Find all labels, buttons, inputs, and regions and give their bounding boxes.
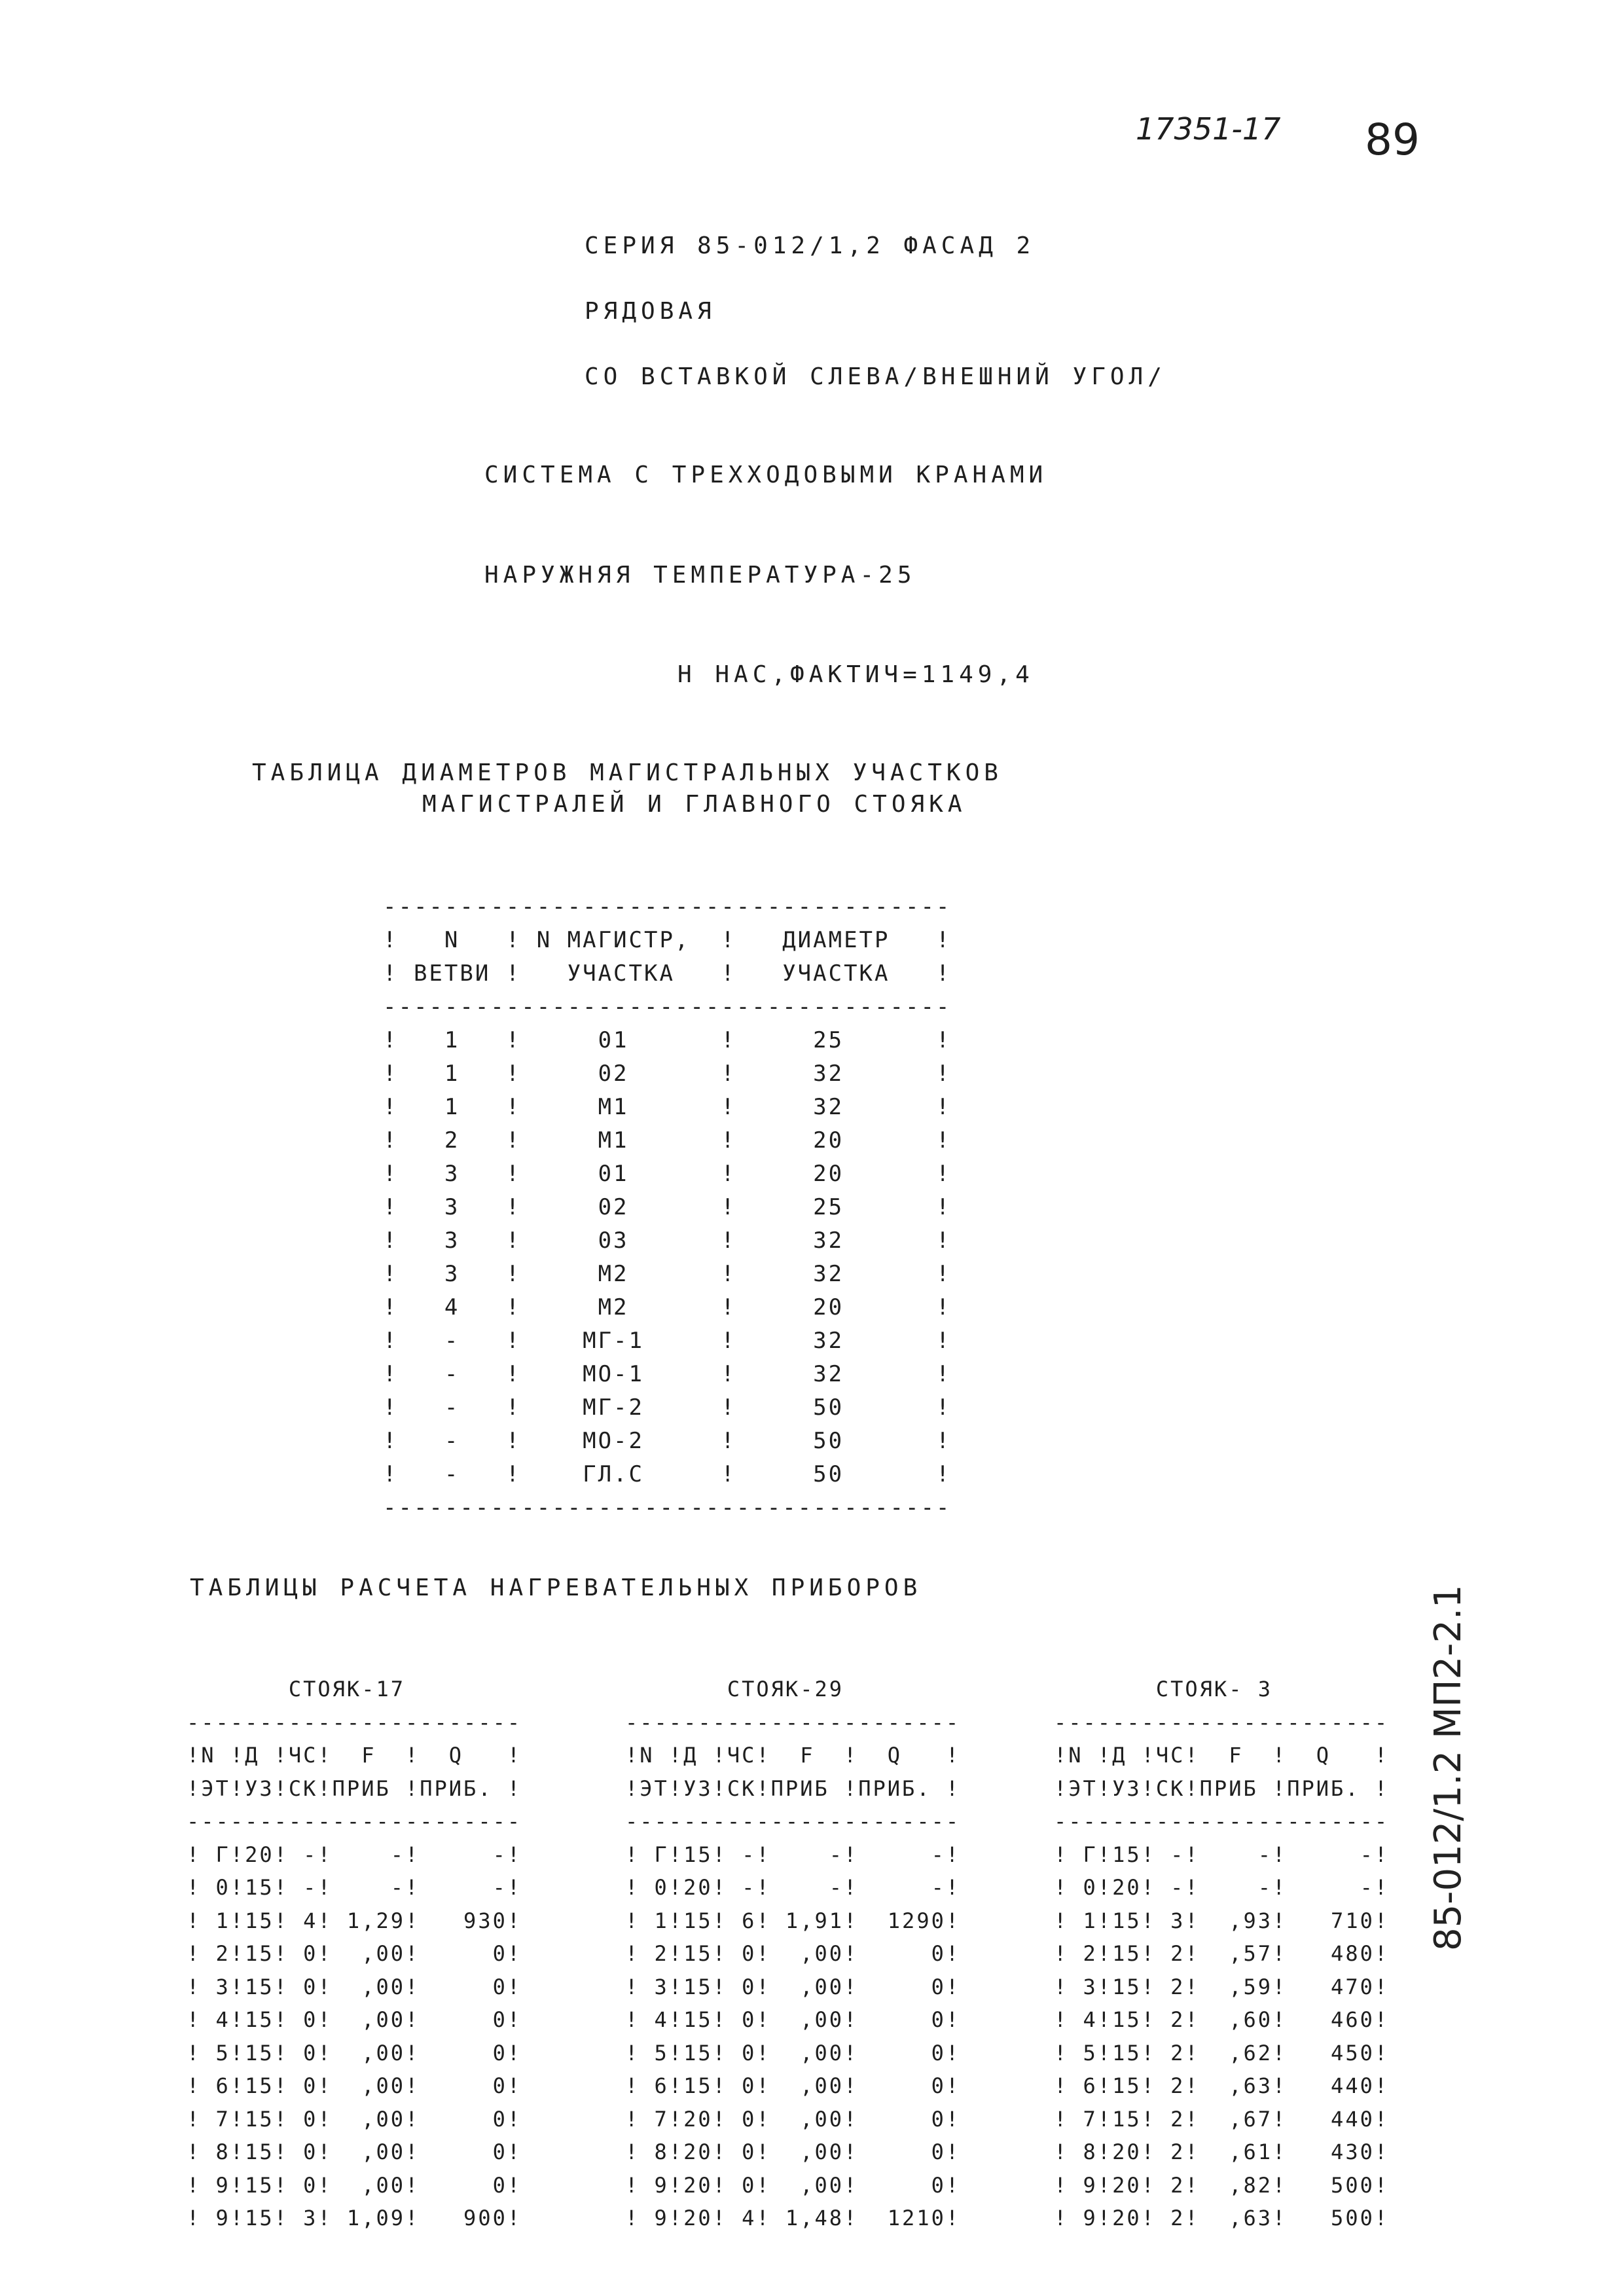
- table-header-row: ! ВЕТВИ ! УЧАСТКА ! УЧАСТКА !: [383, 960, 952, 987]
- table-row: ! 3!15! 0! ,00! 0!: [187, 1974, 522, 1999]
- temperature-line: НАРУЖНЯЯ ТЕМПЕРАТУРА-25: [484, 562, 916, 589]
- table-row: ! 7!20! 0! ,00! 0!: [625, 2106, 961, 2132]
- system-line: СИСТЕМА С ТРЕХХОДОВЫМИ КРАНАМИ: [484, 462, 1048, 488]
- table-row: ! 1!15! 4! 1,29! 930!: [187, 1908, 522, 1933]
- riser-name: СТОЯК-29: [727, 1677, 844, 1701]
- heater-tables-title: ТАБЛИЦЫ РАСЧЕТА НАГРЕВАТЕЛЬНЫХ ПРИБОРОВ: [190, 1574, 922, 1601]
- table-row: ! - ! МО-2 ! 50 !: [383, 1428, 952, 1454]
- table-header-row: !ЭТ!УЗ!СК!ПРИБ !ПРИБ. !: [187, 1775, 522, 1801]
- table-row: ! 5!15! 0! ,00! 0!: [625, 2040, 961, 2065]
- table-row: ! 0!20! -! -! -!: [625, 1875, 961, 1900]
- table-row: ! 2 ! М1 ! 20 !: [383, 1127, 952, 1154]
- table-row: ! 9!20! 2! ,63! 500!: [1054, 2206, 1390, 2230]
- table-row: ! 4!15! 2! ,60! 460!: [1054, 2007, 1390, 2032]
- table-row: ! 1 ! М1 ! 32 !: [383, 1094, 952, 1120]
- table-row: ! 8!20! 0! ,00! 0!: [625, 2139, 961, 2164]
- table-row: ! Г!15! -! -! -!: [1054, 1842, 1390, 1867]
- table-row: ! 9!20! 4! 1,48! 1210!: [625, 2206, 961, 2230]
- table-header-row: !ЭТ!УЗ!СК!ПРИБ !ПРИБ. !: [1054, 1775, 1390, 1801]
- table-row: ! - ! МГ-1 ! 32 !: [383, 1328, 952, 1354]
- table-row: ! 3!15! 0! ,00! 0!: [625, 1974, 961, 1999]
- table-row: ! 1 ! 01 ! 25 !: [383, 1027, 952, 1053]
- table-row: ! - ! МО-1 ! 32 !: [383, 1361, 952, 1387]
- table-row: ! 3 ! 03 ! 32 !: [383, 1228, 952, 1254]
- table-header-row: !N !Д !ЧС! F ! Q !: [187, 1743, 522, 1768]
- table-border: -----------------------: [1054, 1709, 1390, 1735]
- diameter-table-title-2: МАГИСТРАЛЕЙ И ГЛАВНОГО СТОЯКА: [422, 791, 967, 818]
- table-border: -------------------------------------: [383, 994, 952, 1020]
- table-row: ! 4!15! 0! ,00! 0!: [625, 2007, 961, 2032]
- table-row: ! 9!15! 3! 1,09! 900!: [187, 2206, 522, 2230]
- table-row: ! 9!20! 0! ,00! 0!: [625, 2172, 961, 2198]
- insert-line: СО ВСТАВКОЙ СЛЕВА/ВНЕШНИЙ УГОЛ/: [585, 363, 1166, 390]
- diameter-table-title-1: ТАБЛИЦА ДИАМЕТРОВ МАГИСТРАЛЬНЫХ УЧАСТКОВ: [252, 759, 1003, 786]
- table-header-row: !N !Д !ЧС! F ! Q !: [1054, 1743, 1390, 1768]
- page-number: 89: [1365, 115, 1420, 165]
- table-row: ! 1 ! 02 ! 32 !: [383, 1061, 952, 1087]
- table-border: -----------------------: [187, 1809, 522, 1834]
- riser-table-29: [625, 1673, 960, 2235]
- pressure-line: Н НАС,ФАКТИЧ=1149,4: [677, 661, 1034, 688]
- table-row: ! 4 ! М2 ! 20 !: [383, 1294, 952, 1320]
- table-row: ! - ! ГЛ.С ! 50 !: [383, 1461, 952, 1487]
- table-border: -----------------------: [625, 1709, 961, 1735]
- table-row: ! 7!15! 2! ,67! 440!: [1054, 2106, 1390, 2132]
- table-row: ! 5!15! 2! ,62! 450!: [1054, 2040, 1390, 2065]
- table-row: ! 8!15! 0! ,00! 0!: [187, 2139, 522, 2164]
- riser-table-17: [187, 1673, 522, 2235]
- margin-stamp: 85-012/1.2 МП2-2.1: [1427, 1584, 1470, 1951]
- table-row: ! 2!15! 0! ,00! 0!: [187, 1941, 522, 1966]
- table-row: ! 7!15! 0! ,00! 0!: [187, 2106, 522, 2132]
- table-row: ! 6!15! 0! ,00! 0!: [625, 2073, 961, 2098]
- table-row: ! 3 ! М2 ! 32 !: [383, 1261, 952, 1287]
- table-row: ! 6!15! 0! ,00! 0!: [187, 2073, 522, 2098]
- table-row: ! - ! МГ-2 ! 50 !: [383, 1394, 952, 1421]
- table-row: ! 3!15! 2! ,59! 470!: [1054, 1974, 1390, 1999]
- document-number: 17351-17: [1136, 111, 1281, 147]
- diameter-table: [383, 890, 951, 1525]
- table-row: ! 4!15! 0! ,00! 0!: [187, 2007, 522, 2032]
- table-row: ! 1!15! 3! ,93! 710!: [1054, 1908, 1390, 1933]
- table-row: ! 9!20! 2! ,82! 500!: [1054, 2172, 1390, 2198]
- riser-name: СТОЯК-17: [288, 1677, 405, 1701]
- table-row: ! 0!20! -! -! -!: [1054, 1875, 1390, 1900]
- row-type-line: РЯДОВАЯ: [585, 298, 716, 325]
- riser-table-3: [1054, 1673, 1389, 2235]
- table-border: -----------------------: [1054, 1809, 1390, 1834]
- table-row: ! 9!15! 0! ,00! 0!: [187, 2172, 522, 2198]
- table-border: -----------------------: [187, 1709, 522, 1735]
- table-border: -----------------------: [625, 1809, 961, 1834]
- table-row: ! 6!15! 2! ,63! 440!: [1054, 2073, 1390, 2098]
- table-header-row: ! N ! N МАГИСТР, ! ДИАМЕТР !: [383, 927, 952, 953]
- table-row: ! 8!20! 2! ,61! 430!: [1054, 2139, 1390, 2164]
- table-header-row: !ЭТ!УЗ!СК!ПРИБ !ПРИБ. !: [625, 1775, 961, 1801]
- table-border: -------------------------------------: [383, 1495, 952, 1521]
- table-row: ! 3 ! 01 ! 20 !: [383, 1161, 952, 1187]
- table-row: ! 2!15! 0! ,00! 0!: [625, 1941, 961, 1966]
- table-row: ! Г!20! -! -! -!: [187, 1842, 522, 1867]
- table-row: ! 3 ! 02 ! 25 !: [383, 1194, 952, 1220]
- table-row: ! Г!15! -! -! -!: [625, 1842, 961, 1867]
- table-row: ! 0!15! -! -! -!: [187, 1875, 522, 1900]
- table-border: -------------------------------------: [383, 894, 952, 920]
- table-row: ! 5!15! 0! ,00! 0!: [187, 2040, 522, 2065]
- riser-name: СТОЯК- 3: [1155, 1677, 1272, 1701]
- series-line: СЕРИЯ 85-012/1,2 ФАСАД 2: [585, 232, 1036, 259]
- table-row: ! 1!15! 6! 1,91! 1290!: [625, 1908, 961, 1933]
- table-row: ! 2!15! 2! ,57! 480!: [1054, 1941, 1390, 1966]
- table-header-row: !N !Д !ЧС! F ! Q !: [625, 1743, 961, 1768]
